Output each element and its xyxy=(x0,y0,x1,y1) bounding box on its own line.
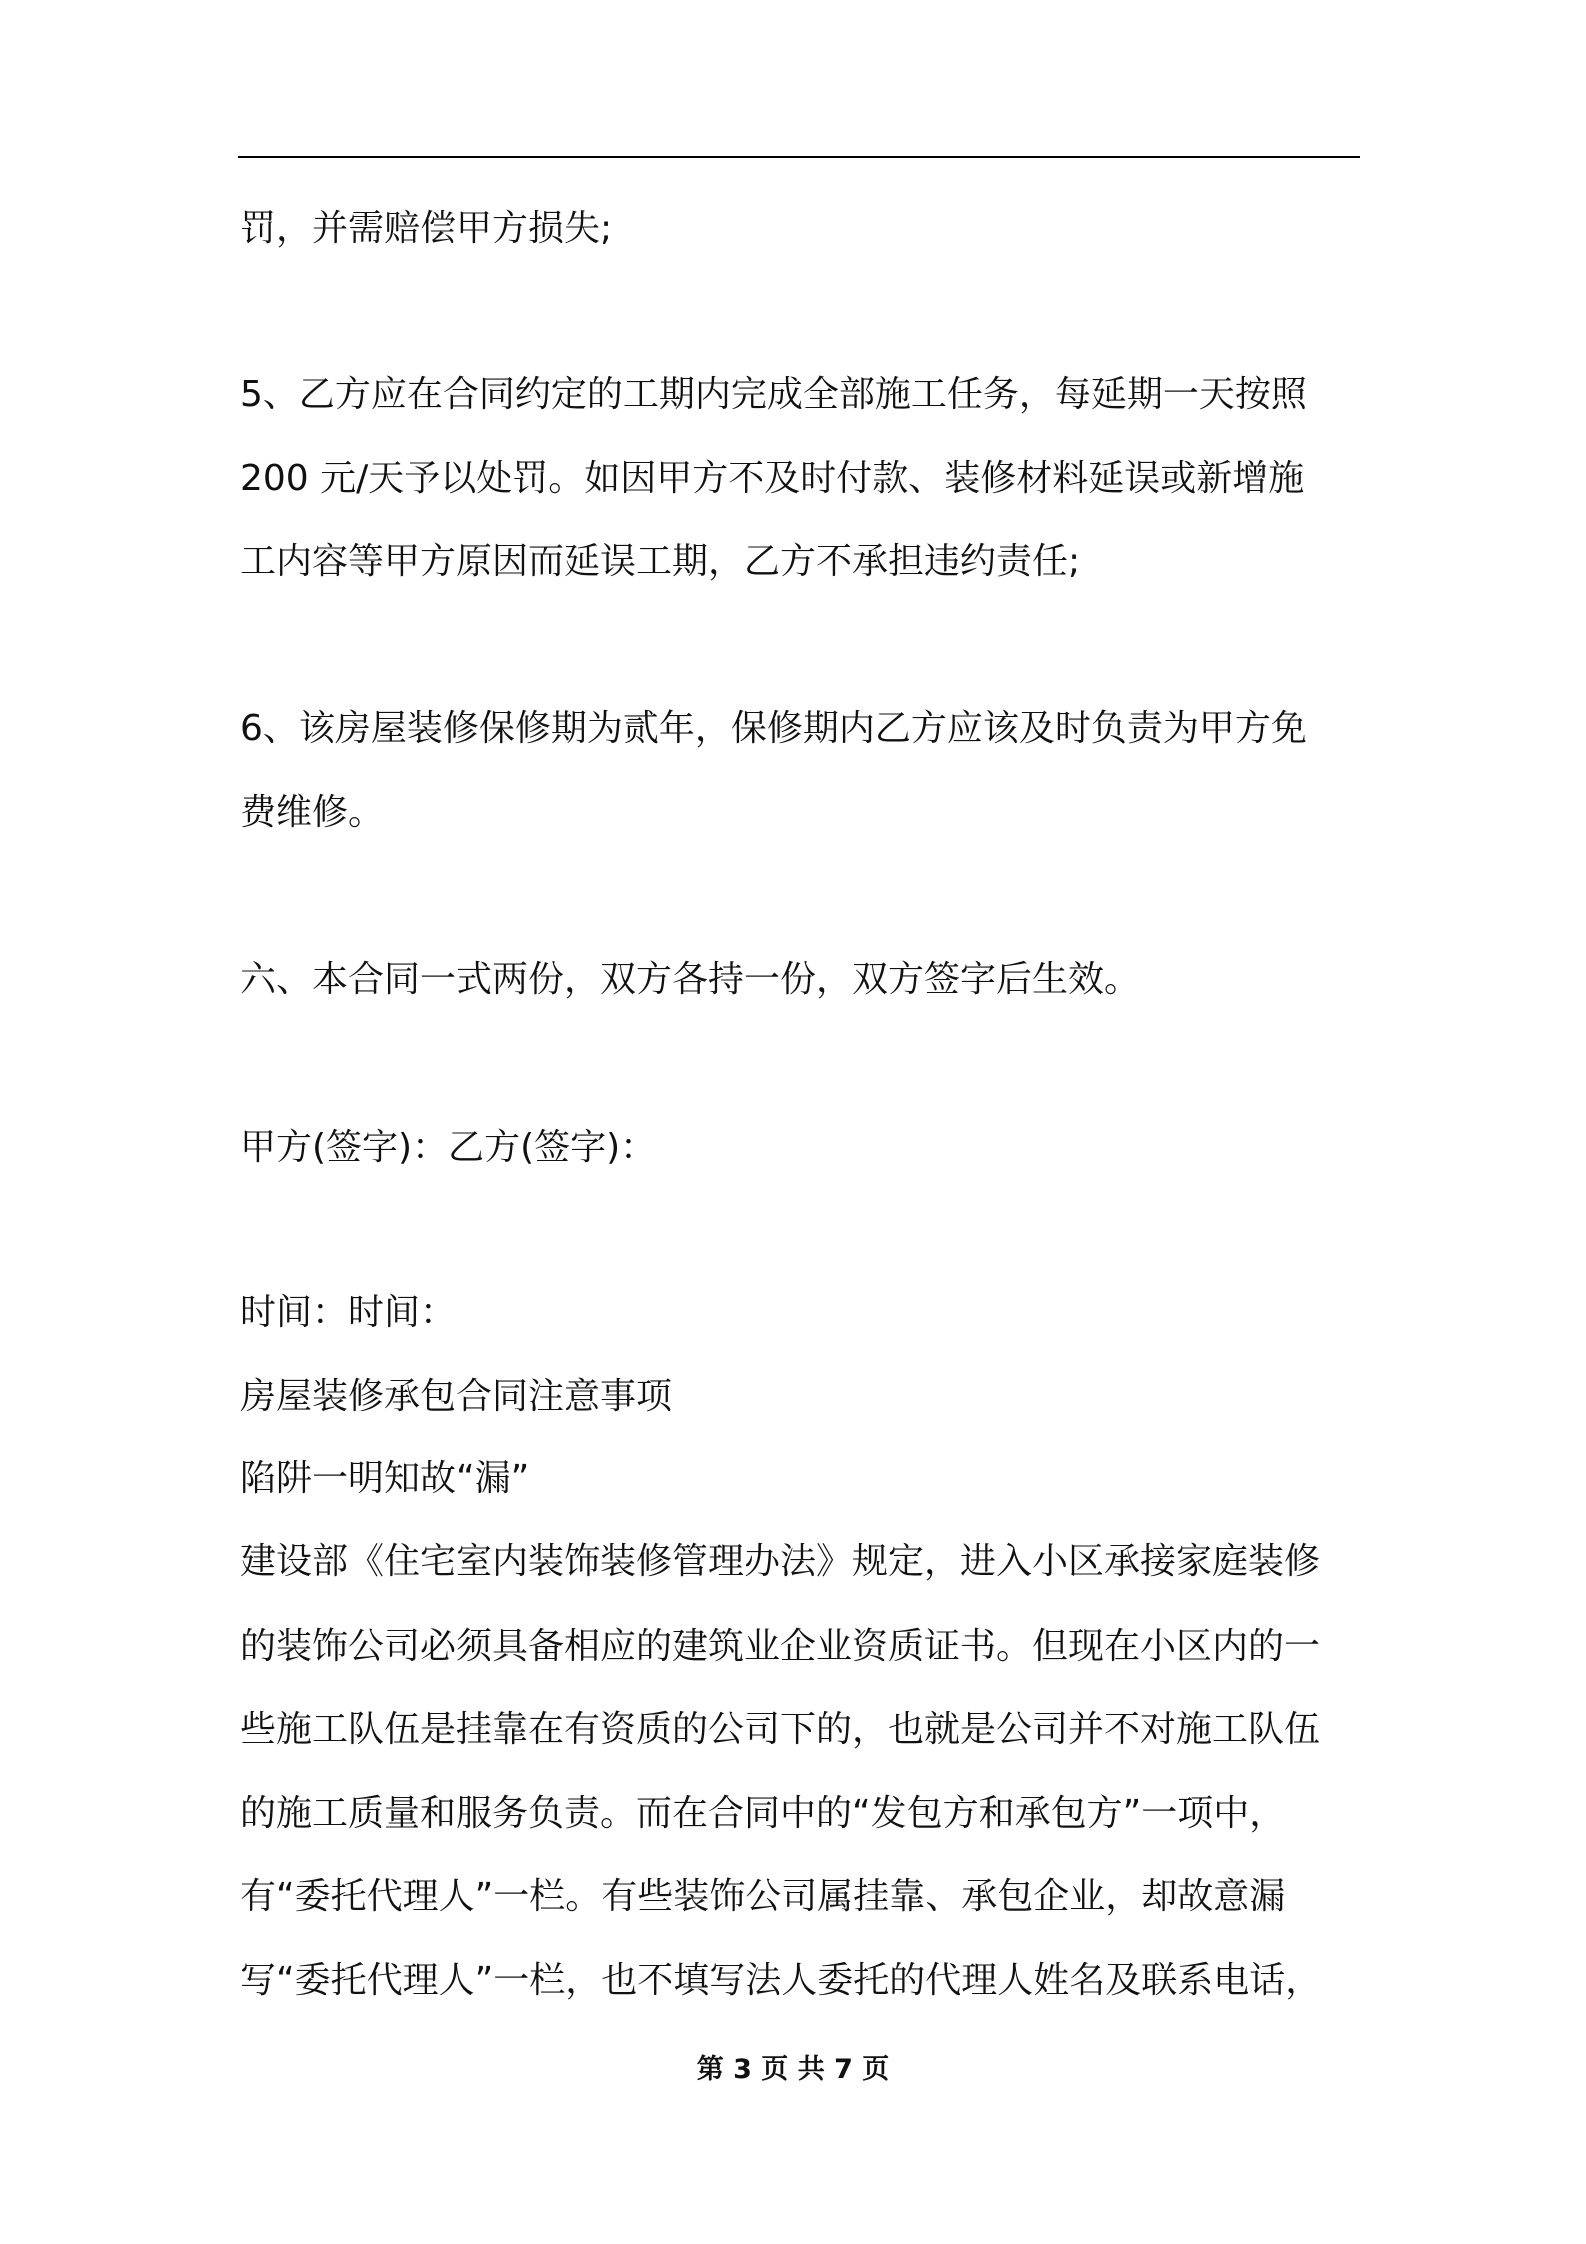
subsection-heading: 陷阱一明知故“漏” xyxy=(240,1458,530,1499)
text-line: 的装饰公司必须具备相应的建筑业企业资质证书。但现在小区内的一 xyxy=(240,1626,1321,1667)
text-line: 工内容等甲方原因而延误工期，乙方不承担违约责任; xyxy=(240,541,1081,582)
header-divider xyxy=(238,156,1360,158)
text-line: 些施工队伍是挂靠在有资质的公司下的，也就是公司并不对施工队伍 xyxy=(240,1709,1321,1750)
signature-line: 甲方(签字)：乙方(签字)： xyxy=(240,1127,657,1168)
text-line: 罚，并需赔偿甲方损失; xyxy=(240,208,613,249)
text-line: 5、乙方应在合同约定的工期内完成全部施工任务，每延期一天按照 xyxy=(240,374,1307,415)
date-line: 时间：时间： xyxy=(240,1292,457,1333)
page-number: 第 3 页 共 7 页 xyxy=(696,2054,890,2085)
text-line: 建设部《住宅室内装饰装修管理办法》规定，进入小区承接家庭装修 xyxy=(240,1541,1321,1582)
text-line: 的施工质量和服务负责。而在合同中的“发包方和承包方”一项中， xyxy=(240,1793,1286,1834)
text-line: 6、该房屋装修保修期为贰年，保修期内乙方应该及时负责为甲方免 xyxy=(240,708,1307,749)
text-line: 有“委托代理人”一栏。有些装饰公司属挂靠、承包企业，却故意漏 xyxy=(240,1876,1286,1917)
text-line: 写“委托代理人”一栏，也不填写法人委托的代理人姓名及联系电话， xyxy=(240,1960,1322,2001)
text-line: 费维修。 xyxy=(240,792,385,833)
text-line: 六、本合同一式两份，双方各持一份，双方签字后生效。 xyxy=(240,959,1141,1000)
text-line: 200 元/天予以处罚。如因甲方不及时付款、装修材料延误或新增施 xyxy=(240,458,1305,499)
section-heading: 房屋装修承包合同注意事项 xyxy=(240,1376,673,1417)
